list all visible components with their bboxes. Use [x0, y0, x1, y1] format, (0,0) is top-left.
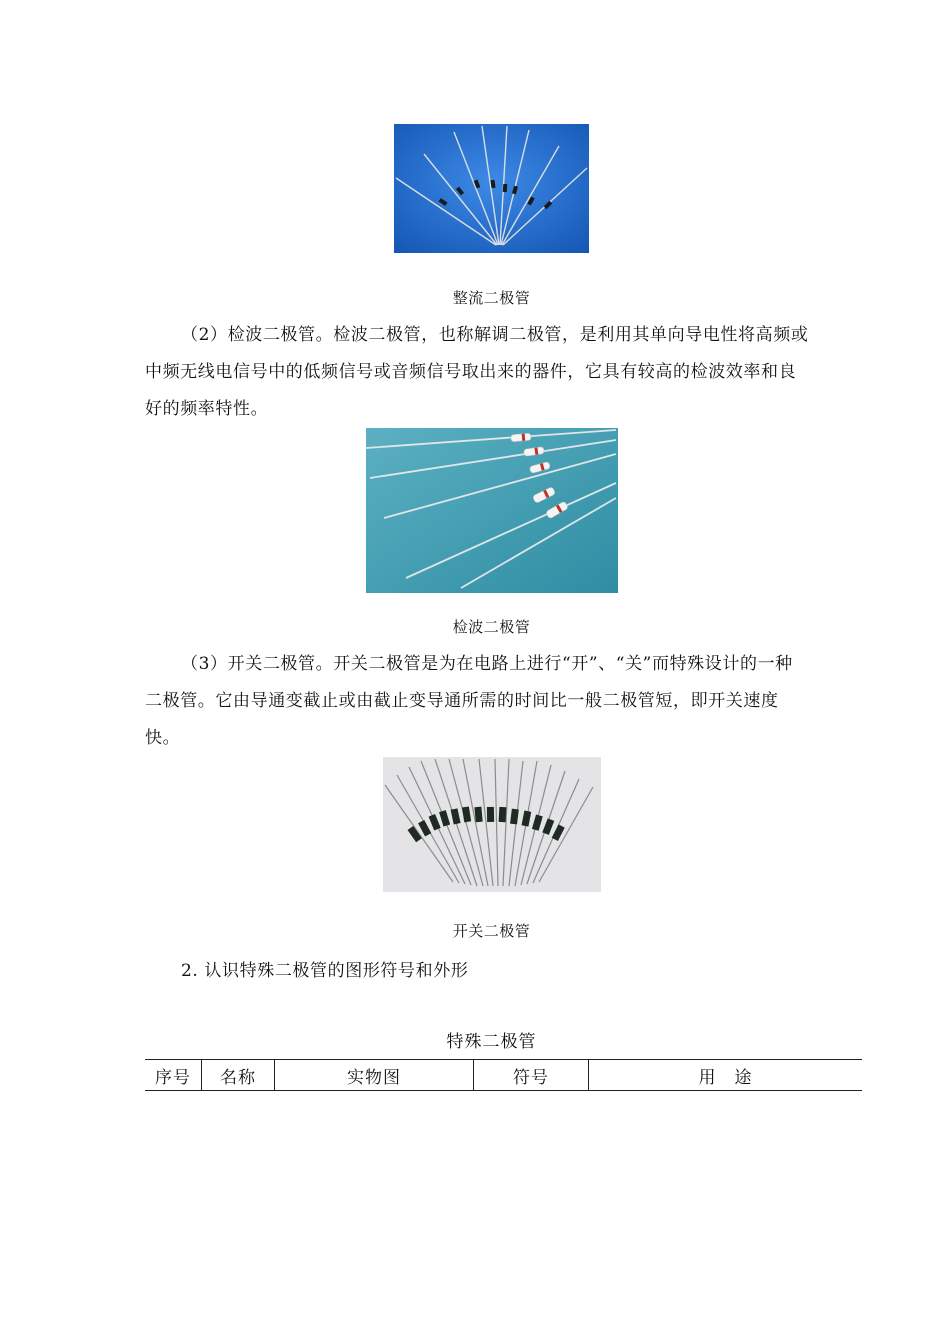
column-header-name: 名称 — [202, 1060, 275, 1091]
column-header-index: 序号 — [145, 1060, 202, 1091]
column-header-photo: 实物图 — [275, 1060, 474, 1091]
table-title: 特殊二极管 — [446, 1032, 537, 1052]
paragraph-detector-diode: （2）检波二极管。检波二极管，也称解调二极管，是利用其单向导电性将高频或中频无线电信号中的低频信号或音频信号取出来的器件，它具有较高的检波效率和良好的频率特性。 — [145, 325, 809, 419]
figure-caption: 检波二极管 — [452, 618, 531, 636]
rectifier-diode-photo — [394, 124, 589, 253]
table-header-row — [145, 1060, 862, 1091]
column-header-symbol: 符号 — [474, 1060, 589, 1091]
column-header-usage: 用 途 — [589, 1060, 863, 1091]
figure-caption: 开关二极管 — [452, 922, 531, 940]
detector-diode-photo — [366, 428, 618, 593]
paragraph-switching-diode: （3）开关二极管。开关二极管是为在电路上进行“开”、“关”而特殊设计的一种二极管。它由导通变截止或由截止变导通所需的时间比一般二极管短，即开关速度快。 — [145, 654, 793, 748]
section-heading: 2. 认识特殊二极管的图形符号和外形 — [181, 961, 469, 981]
switching-diode-photo — [383, 757, 601, 892]
special-diode-table — [145, 1059, 862, 1091]
figure-caption: 整流二极管 — [452, 289, 531, 307]
